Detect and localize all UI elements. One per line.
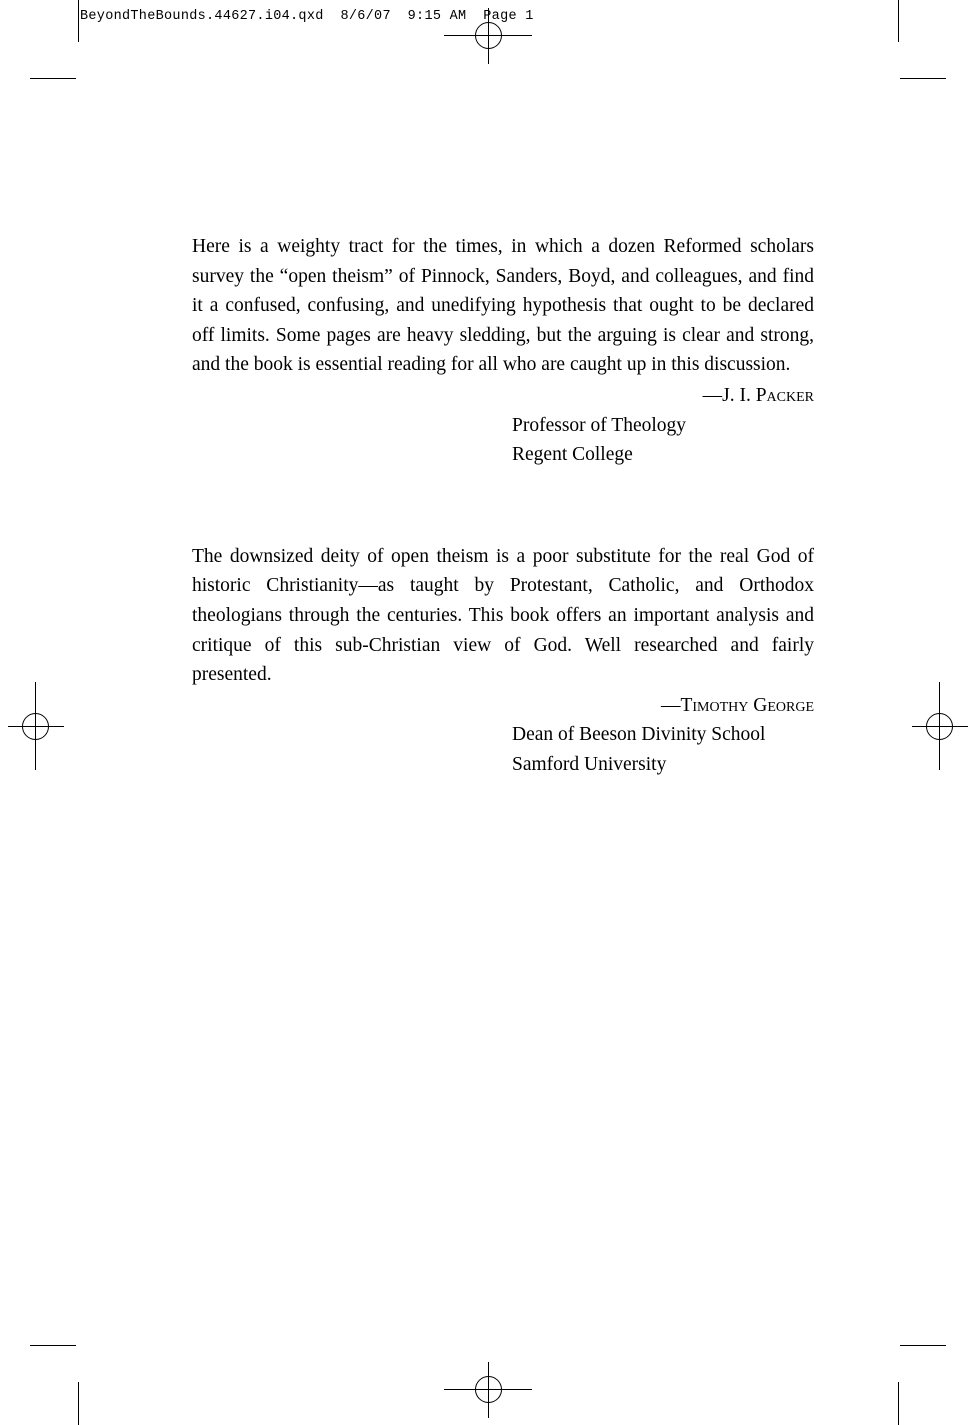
crop-mark-right-top-horizontal <box>900 78 946 79</box>
endorsement-text: The downsized deity of open theism is a poor substitute for the real God of historic Christianity—as taught by Protestant, Catholic, and Orthodox theologians through the centuries. This book offers an important analysis and critique of this sub-Christian view of God. Well researched and fairly presented. <box>192 545 814 686</box>
author-name: Packer <box>755 384 814 406</box>
author-dash-prefix: — <box>660 694 681 716</box>
author-dash-prefix: —J. I. <box>702 384 756 406</box>
endorsement-author <box>192 381 814 411</box>
crop-mark-bottom-left-vertical <box>78 1382 79 1425</box>
crop-mark-top-right-vertical <box>898 0 899 42</box>
registration-mark-right <box>912 682 968 770</box>
crop-mark-left-top-horizontal <box>30 78 76 79</box>
author-name: Timothy George <box>680 694 814 716</box>
registration-mark-bottom <box>444 1362 532 1418</box>
endorsement-block <box>192 232 814 470</box>
crop-mark-bottom-right-vertical <box>898 1382 899 1425</box>
endorsement-attribution <box>192 691 814 780</box>
affiliation-line-1: Dean of Beeson Divinity School <box>512 724 766 746</box>
block-spacer <box>192 470 814 542</box>
endorsement-author <box>192 691 814 721</box>
crop-mark-top-left-vertical <box>78 0 79 42</box>
registration-mark-left <box>8 682 64 770</box>
crop-mark-left-bottom-horizontal <box>30 1345 76 1346</box>
affiliation-line-2: Regent College <box>512 444 633 466</box>
affiliation-line-2: Samford University <box>512 753 667 775</box>
file-slug-line: BeyondTheBounds.44627.i04.qxd 8/6/07 9:15 AM Page 1 <box>80 9 534 24</box>
crop-mark-right-bottom-horizontal <box>900 1345 946 1346</box>
endorsement-affiliation <box>192 720 814 779</box>
endorsement-affiliation <box>192 411 814 470</box>
endorsement-attribution <box>192 381 814 470</box>
affiliation-line-1: Professor of Theology <box>512 414 687 436</box>
endorsements-container <box>192 232 814 780</box>
endorsement-text: Here is a weighty tract for the times, in which a dozen Reformed scholars survey the “open theism” of Pinnock, Sanders, Boyd, and colleagues, and find it a confused, confusing, and unedifying hypothesis that ought to be declared off limits. Some pages are heavy sledding, but the arguing is clear and strong, and the book is essential reading for all who are caught up in this discussion. <box>192 236 814 376</box>
endorsement-block <box>192 542 814 780</box>
